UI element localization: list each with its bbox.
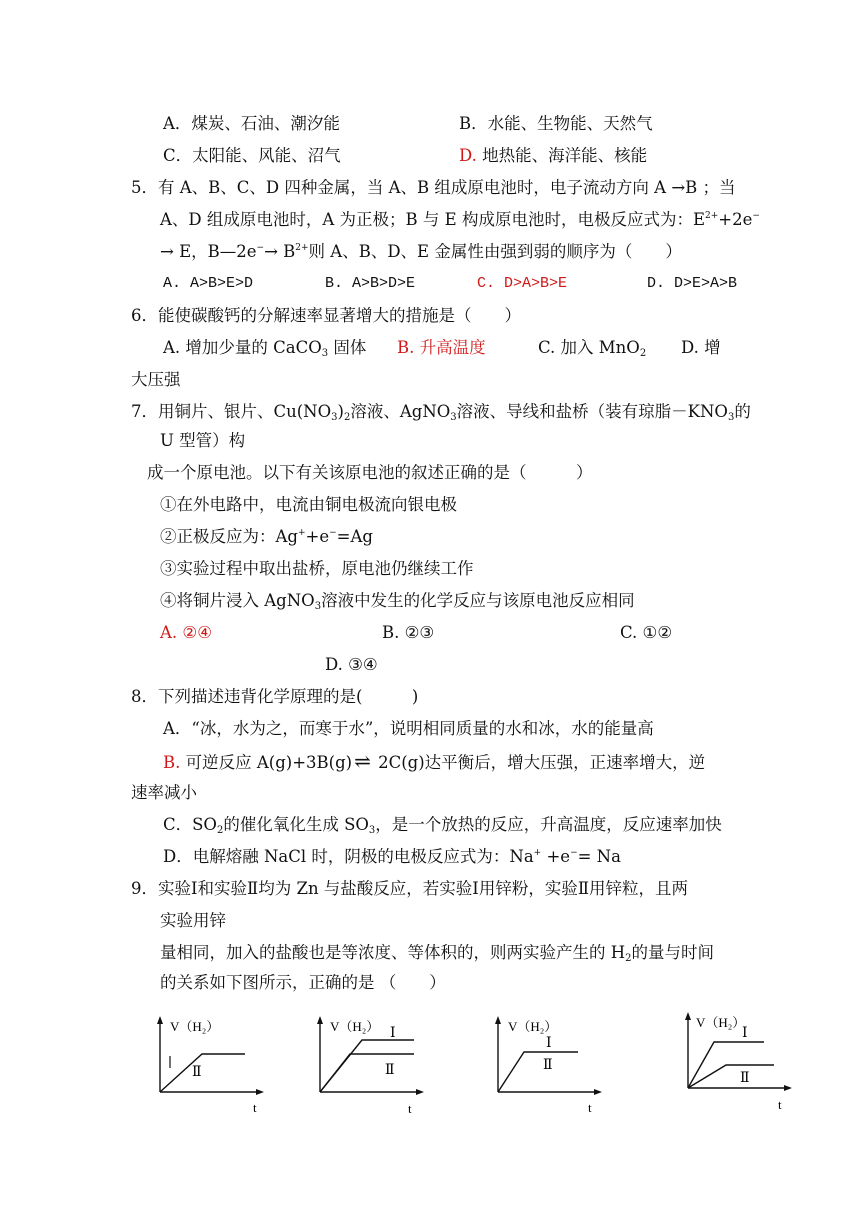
q7-stem-line-1: [131, 401, 751, 423]
curve-label-ii: Ⅱ: [385, 1063, 395, 1078]
q8-sup: +: [533, 848, 542, 858]
x-axis-arrow-icon: [256, 1089, 264, 1095]
curve-label-ii: Ⅱ: [740, 1071, 750, 1086]
q8-text: +e: [541, 847, 571, 866]
q7-statement-4: [160, 590, 635, 612]
q8-text: = Na: [577, 847, 621, 866]
q5-stem-line-2: [160, 209, 760, 231]
q6-sub: 2: [639, 348, 647, 359]
q9-stem-line-3: [160, 942, 714, 964]
curve-label-ii: Ⅱ: [543, 1058, 553, 1073]
y-axis-label: V（H₂）: [170, 1019, 220, 1034]
q8-option-b: [163, 750, 705, 774]
q6-option-b: B. 升高温度: [397, 338, 486, 357]
y-axis-label: V（H₂）: [508, 1019, 558, 1034]
q8-text: C．SO: [163, 815, 217, 834]
q7-text: 的: [734, 402, 751, 421]
x-axis-arrow-icon: [416, 1089, 424, 1095]
q7-text: 7．用铜片、银片、Cu(NO: [131, 402, 332, 421]
q8-text: 2C(g)达平衡后，增大压强，正速率增大，逆: [372, 753, 706, 772]
q7-option-b: B. ②③: [382, 623, 435, 642]
q7-stem-line-2: U 型管）构: [160, 431, 246, 450]
q5-sup: 2+: [705, 211, 719, 221]
q5-sup: −: [752, 211, 760, 221]
q5-sup: 2+: [295, 243, 309, 253]
q8-option-a: A．“冰，水为之，而寒于水”，说明相同质量的水和冰，水的能量高: [163, 719, 654, 738]
q7-sup: +: [297, 528, 306, 538]
q8-sub: 2: [216, 825, 224, 836]
q5-option-c: C. D>A>B>E: [477, 275, 568, 292]
curve-label-i: Ⅰ: [546, 1036, 552, 1051]
q7-text: ④将铜片浸入 AgNO: [160, 591, 315, 610]
q4-option-d: [459, 145, 647, 167]
q9-sub: 2: [625, 953, 632, 964]
q7-sub: 2: [343, 412, 351, 423]
q6-option-d: D. 增: [681, 338, 721, 357]
x-axis-label: t: [778, 1097, 782, 1112]
q7-text: 溶液、AgNO: [350, 402, 451, 421]
q9-text: 的量与时间: [631, 943, 715, 962]
q4-option-a: A．煤炭、石油、潮汐能: [163, 114, 340, 133]
y-axis-arrow-icon: [317, 1016, 323, 1024]
graph-option-d: [678, 1008, 808, 1122]
q9-text: 量相同，加入的盐酸也是等浓度、等体积的，则两实验产生的 H: [160, 943, 626, 962]
y-axis-arrow-icon: [685, 1012, 691, 1020]
q4-option-b: B．水能、生物能、天然气: [459, 114, 653, 133]
q8-option-c: [163, 814, 722, 836]
x-axis-arrow-icon: [594, 1089, 602, 1095]
q6-option-a: [163, 337, 366, 359]
q7-sup: −: [329, 528, 337, 538]
q4-answer-marker: D.: [459, 146, 477, 165]
q6-text: A. 增加少量的 CaCO: [163, 338, 322, 357]
q5-stem-line-1: 5．有 A、B、C、D 四种金属，当 A、B 组成原电池时，电子流动方向 A →B ；当: [131, 178, 736, 197]
q5-stem-line-3: [160, 241, 682, 263]
q6-stem: 6．能使碳酸钙的分解速率显著增大的措施是（ ）: [131, 306, 521, 325]
curve-i-ii: [498, 1052, 578, 1092]
y-axis-label: V（H₂）: [330, 1019, 380, 1034]
x-axis-arrow-icon: [784, 1085, 792, 1091]
y-axis-label: V（H₂）: [696, 1015, 746, 1030]
q8-option-d: [163, 846, 621, 868]
q5-text: → B: [264, 242, 296, 261]
q7-text: 溶液、导线和盐桥（装有琼脂－KNO: [456, 402, 728, 421]
q7-option-a: A. ②④: [160, 623, 212, 642]
q6-option-d-cont: 大压强: [131, 370, 181, 389]
q6-text: 固体: [328, 338, 367, 357]
q5-option-a: A. A>B>E>D: [163, 275, 254, 292]
q8-text: 的催化氧化生成 SO: [223, 815, 369, 834]
y-axis-arrow-icon: [495, 1016, 501, 1024]
curve-ii: [320, 1054, 414, 1092]
q8-text: D．电解熔融 NaCl 时，阴极的电极反应式为：Na: [163, 847, 534, 866]
q8-answer-marker: B.: [163, 753, 181, 772]
q7-sub: 3: [727, 412, 735, 423]
curve-ii: [688, 1065, 774, 1088]
q6-option-c: [538, 337, 646, 359]
q5-text: +2e: [718, 210, 753, 229]
q5-text: → E，B—2e: [160, 242, 257, 261]
q9-stem-line-1: 9．实验Ⅰ和实验Ⅱ均为 Zn 与盐酸反应，若实验Ⅰ用锌粉，实验Ⅱ用锌粒，且两: [131, 879, 689, 898]
q8-sub: 3: [368, 825, 376, 836]
x-axis-label: t: [253, 1100, 257, 1115]
q6-text: C. 加入 MnO: [538, 338, 640, 357]
q7-statement-3: ③实验过程中取出盐桥，原电池仍继续工作: [160, 559, 474, 578]
x-axis-label: t: [588, 1100, 592, 1115]
q7-text: 溶液中发生的化学反应与该原电池反应相同: [321, 591, 635, 610]
graph-option-a: [150, 1012, 280, 1126]
q4-option-c: C．太阳能、风能、沼气: [163, 146, 341, 165]
curve-label-ii: Ⅱ: [192, 1065, 202, 1080]
q7-text: ): [337, 402, 344, 421]
graph-option-c: [488, 1012, 618, 1126]
q5-text: 则 A、B、D、E 金属性由强到弱的顺序为（ ）: [308, 242, 682, 261]
x-axis-label: t: [408, 1101, 412, 1116]
q7-stem-line-3: 成一个原电池。以下有关该原电池的叙述正确的是（ ）: [147, 463, 593, 482]
q8-text: ，是一个放热的反应，升高温度，反应速率加快: [375, 815, 722, 834]
q7-text: ②正极反应为：Ag: [160, 527, 298, 546]
q5-text: A、D 组成原电池时，A 为正极；B 与 E 构成原电池时，电极反应式为：E: [160, 210, 705, 229]
q7-sub: 3: [314, 601, 322, 612]
curve-label-i: Ⅰ: [742, 1026, 748, 1041]
equilibrium-arrow-icon: ⇌: [354, 749, 371, 773]
curve-i: [320, 1040, 414, 1092]
q9-stem-line-2: 实验用锌: [160, 911, 226, 930]
q5-option-b: B. A>B>D>E: [325, 275, 416, 292]
y-axis-arrow-icon: [157, 1016, 163, 1024]
q8-stem: 8．下列描述违背化学原理的是( ): [131, 687, 419, 706]
q8-text: 可逆反应 A(g)+3B(g): [180, 753, 353, 772]
q8-option-b-cont: 速率减小: [131, 783, 197, 802]
q8-sup: −: [570, 848, 578, 858]
q7-option-c: C. ①②: [620, 623, 673, 642]
q5-sup: −: [256, 243, 265, 253]
q9-stem-line-4: 的关系如下图所示，正确的是 （ ）: [160, 973, 446, 992]
q7-text: +e: [305, 527, 330, 546]
graph-option-b: [310, 1012, 440, 1126]
q5-option-d: D. D>E>A>B: [647, 275, 738, 292]
q6-sub: 3: [321, 348, 329, 359]
q7-sub: 3: [450, 412, 457, 423]
q7-sub: 3: [331, 412, 338, 423]
q7-statement-2: [160, 526, 373, 548]
curve-ii: [160, 1054, 245, 1092]
curve-label-i: Ⅰ: [390, 1026, 396, 1041]
q7-statement-1: ①在外电路中，电流由铜电极流向银电极: [160, 495, 457, 514]
q7-option-d: D. ③④: [325, 655, 378, 674]
q7-text: =Ag: [336, 527, 373, 546]
q4-option-d-text: 地热能、海洋能、核能: [482, 146, 648, 165]
